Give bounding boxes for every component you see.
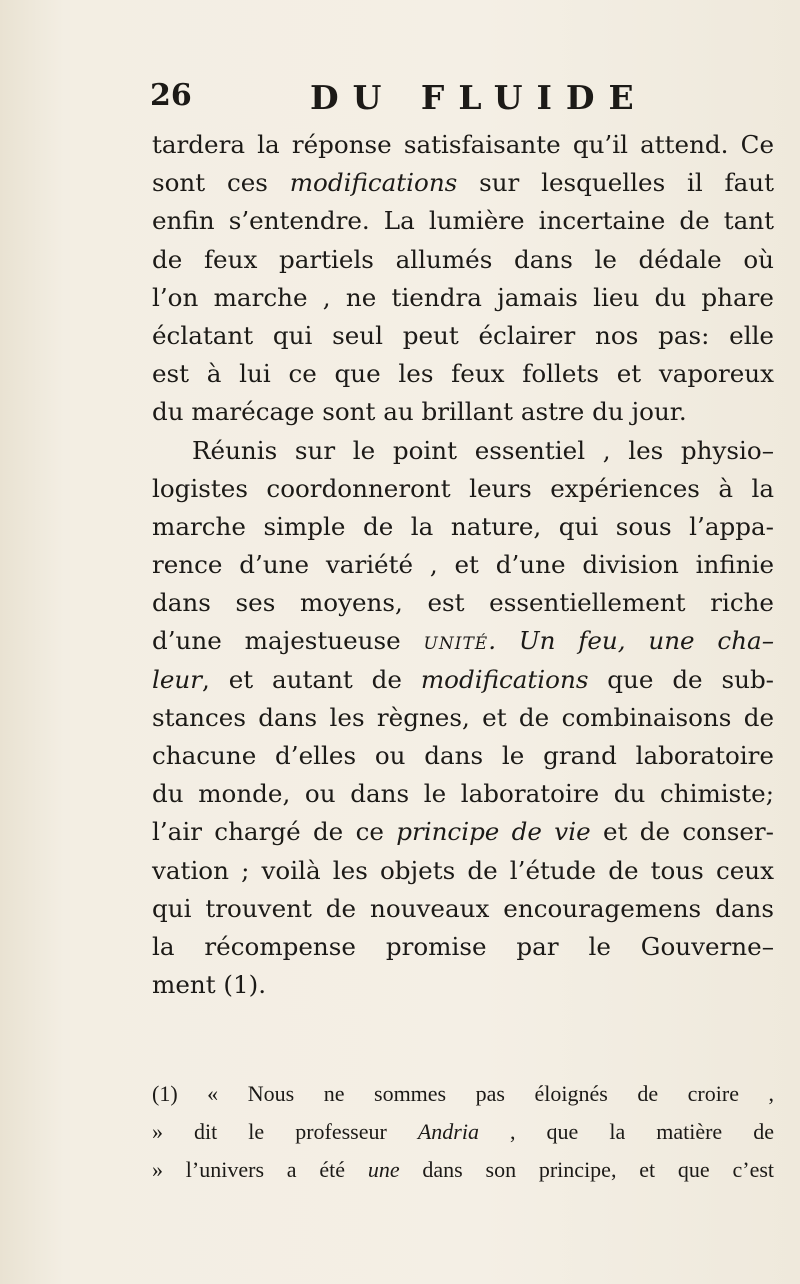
page-header: [150, 78, 770, 118]
text-line: enfin s’entendre. La lumière incertaine de tant: [152, 206, 774, 236]
text-line: du marécage sont au brillant astre du jour.: [152, 397, 687, 427]
text-line: sont ces modifications sur lesquelles il faut: [152, 168, 774, 198]
text-line: chacune d’elles ou dans le grand laboratoire: [152, 741, 774, 770]
text-line: du monde, ou dans le laboratoire du chimiste;: [152, 779, 774, 809]
text-line: leur, et autant de modifications que de sub-: [152, 664, 774, 694]
text-line: vation ; voilà les objets de l’étude de tous ceux: [152, 855, 774, 885]
text-line: logistes coordonneront leurs expériences à la: [152, 473, 774, 503]
running-title: DU FLUIDE: [310, 78, 648, 117]
footnote-line: » l’univers a été une dans son principe, et que c’est: [152, 1157, 775, 1183]
text-line: qui trouvent de nouveaux encouragemens dans: [152, 893, 774, 923]
text-line: l’on marche , ne tiendra jamais lieu du phare: [152, 282, 774, 312]
text-line: rence d’une variété , et d’une division infinie: [152, 550, 774, 580]
text-line: ment (1).: [152, 970, 267, 1000]
page-number: 26: [150, 78, 192, 113]
text-line: l’air chargé de ce principe de vie et de conser-: [152, 817, 774, 847]
text-line: est à lui ce que les feux follets et vaporeux: [152, 359, 774, 389]
text-line: de feux partiels allumés dans le dédale où: [152, 244, 774, 274]
footnote-line: (1) « Nous ne sommes pas éloignés de croire ,: [152, 1081, 774, 1106]
text-line: stances dans les règnes, et de combinaisons de: [152, 702, 774, 732]
text-line: dans ses moyens, est essentiellement riche: [152, 588, 774, 618]
text-line: éclatant qui seul peut éclairer nos pas: elle: [152, 320, 774, 350]
text-line: d’une majestueuse unité. Un feu, une cha–: [152, 626, 774, 656]
text-line: tardera la réponse satisfaisante qu’il attend. Ce: [152, 130, 774, 159]
text-line: marche simple de la nature, qui sous l’appa-: [152, 511, 774, 541]
body-text: [152, 126, 774, 1004]
footnote: [152, 1077, 774, 1192]
paragraph-start-line: Réunis sur le point essentiel , les physio–: [192, 435, 774, 465]
text-line: la récompense promise par le Gouverne–: [152, 931, 774, 961]
footnote-line: » dit le professeur Andria , que la matière de: [152, 1119, 774, 1145]
